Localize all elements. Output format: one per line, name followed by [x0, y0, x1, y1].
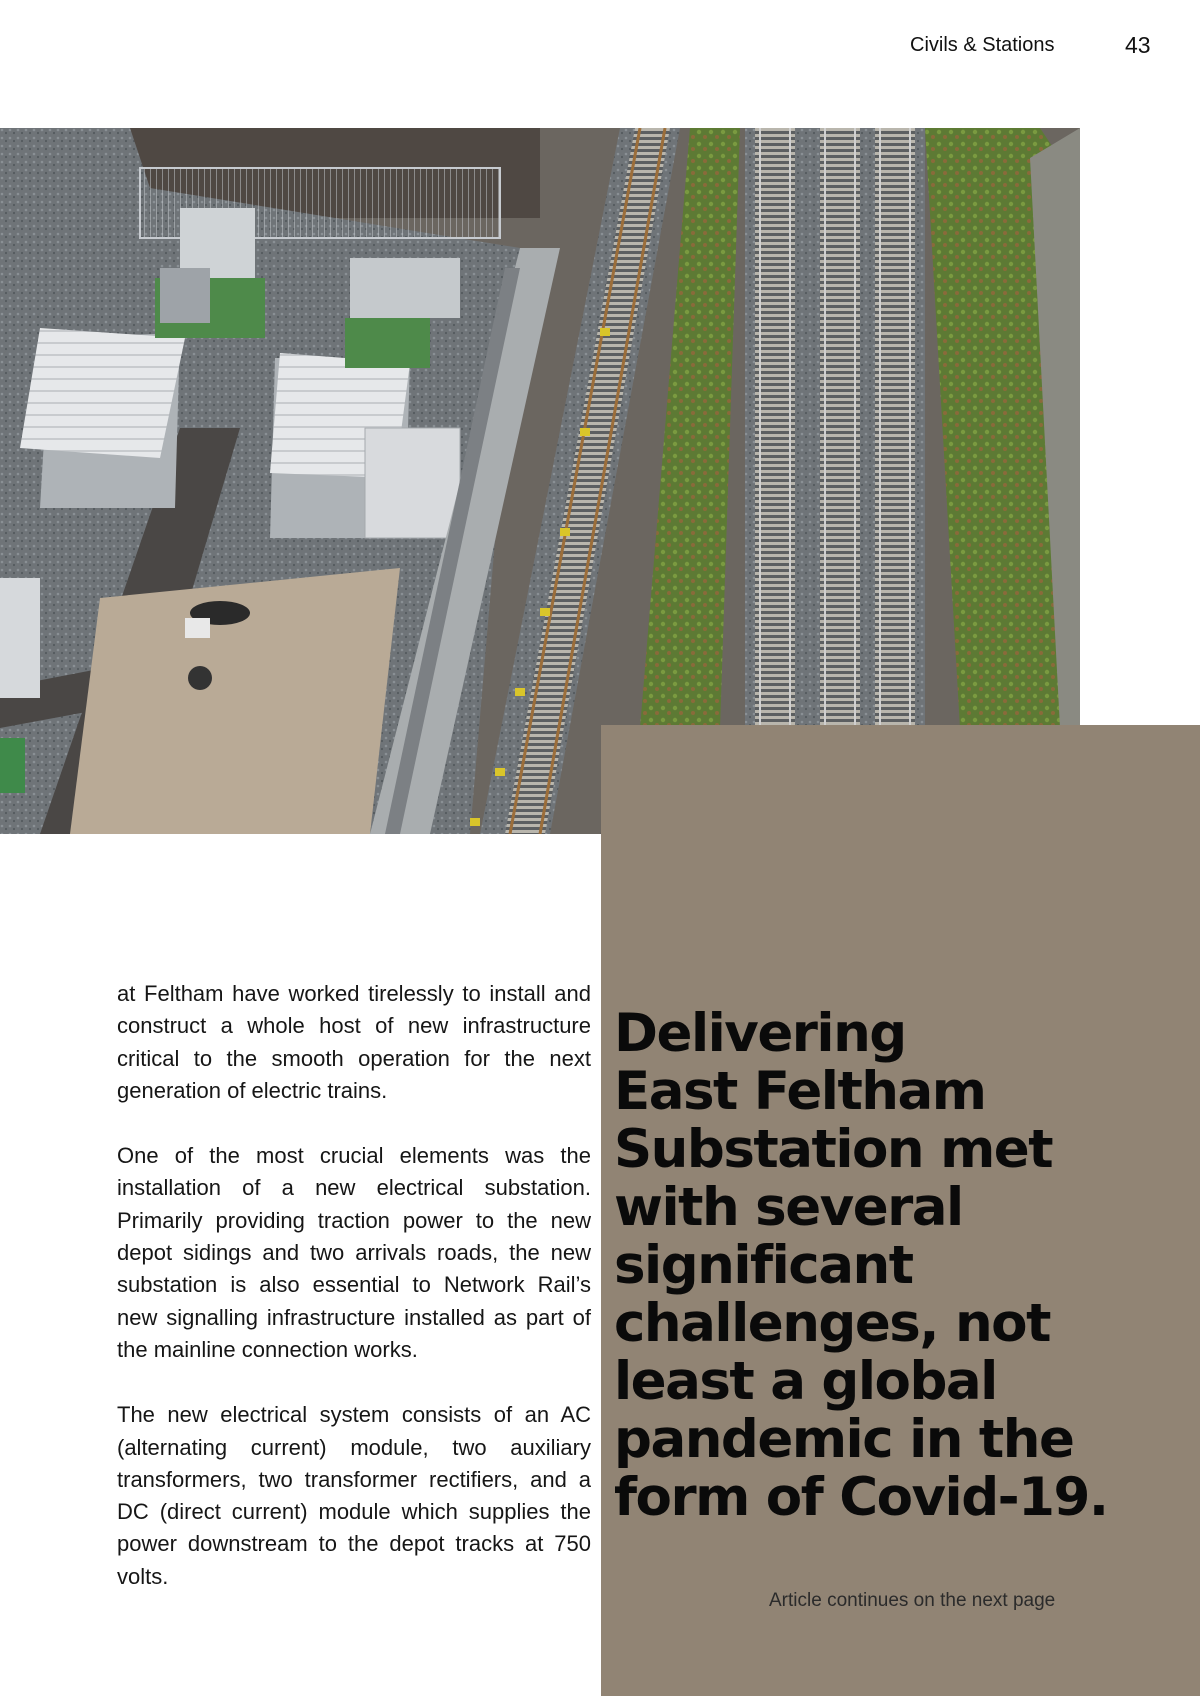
pullquote-line: significant — [614, 1235, 913, 1296]
section-title: Civils & Stations — [910, 34, 1055, 56]
pullquote-line: form of Covid-19. — [614, 1467, 1108, 1528]
pullquote-line: pandemic in the — [614, 1409, 1074, 1470]
pullquote-line: least a global — [614, 1351, 997, 1412]
article-body — [117, 978, 591, 1626]
pullquote-line: challenges, not — [614, 1293, 1050, 1354]
pullquote — [614, 1003, 1108, 1528]
pullquote-line: Substation met — [614, 1119, 1053, 1180]
body-paragraph: at Feltham have worked tirelessly to install and construct a whole host of new infrastructure critical to the smooth operation for the next generation of electric trains. — [117, 981, 591, 1103]
body-paragraph: One of the most crucial elements was the installation of a new electrical substation. Primarily providing traction power to the new depot sidings and two arrivals roads, the new substation is also essential to Network Rail’s new signalling infrastructure installed as part of the mainline connection works. — [117, 1143, 591, 1362]
pullquote-line: Delivering — [614, 1003, 906, 1064]
pullquote-line: with several — [614, 1177, 963, 1238]
continue-note: Article continues on the next page — [769, 1590, 1056, 1611]
page-number: 43 — [1125, 32, 1151, 58]
pullquote-line: East Feltham — [614, 1061, 986, 1122]
body-paragraph: The new electrical system consists of an AC (alternating current) module, two auxiliary transformers, two transformer rectifiers, and a DC (direct current) module which supplies the power downstream to the depot tracks at 750 volts. — [117, 1402, 591, 1589]
